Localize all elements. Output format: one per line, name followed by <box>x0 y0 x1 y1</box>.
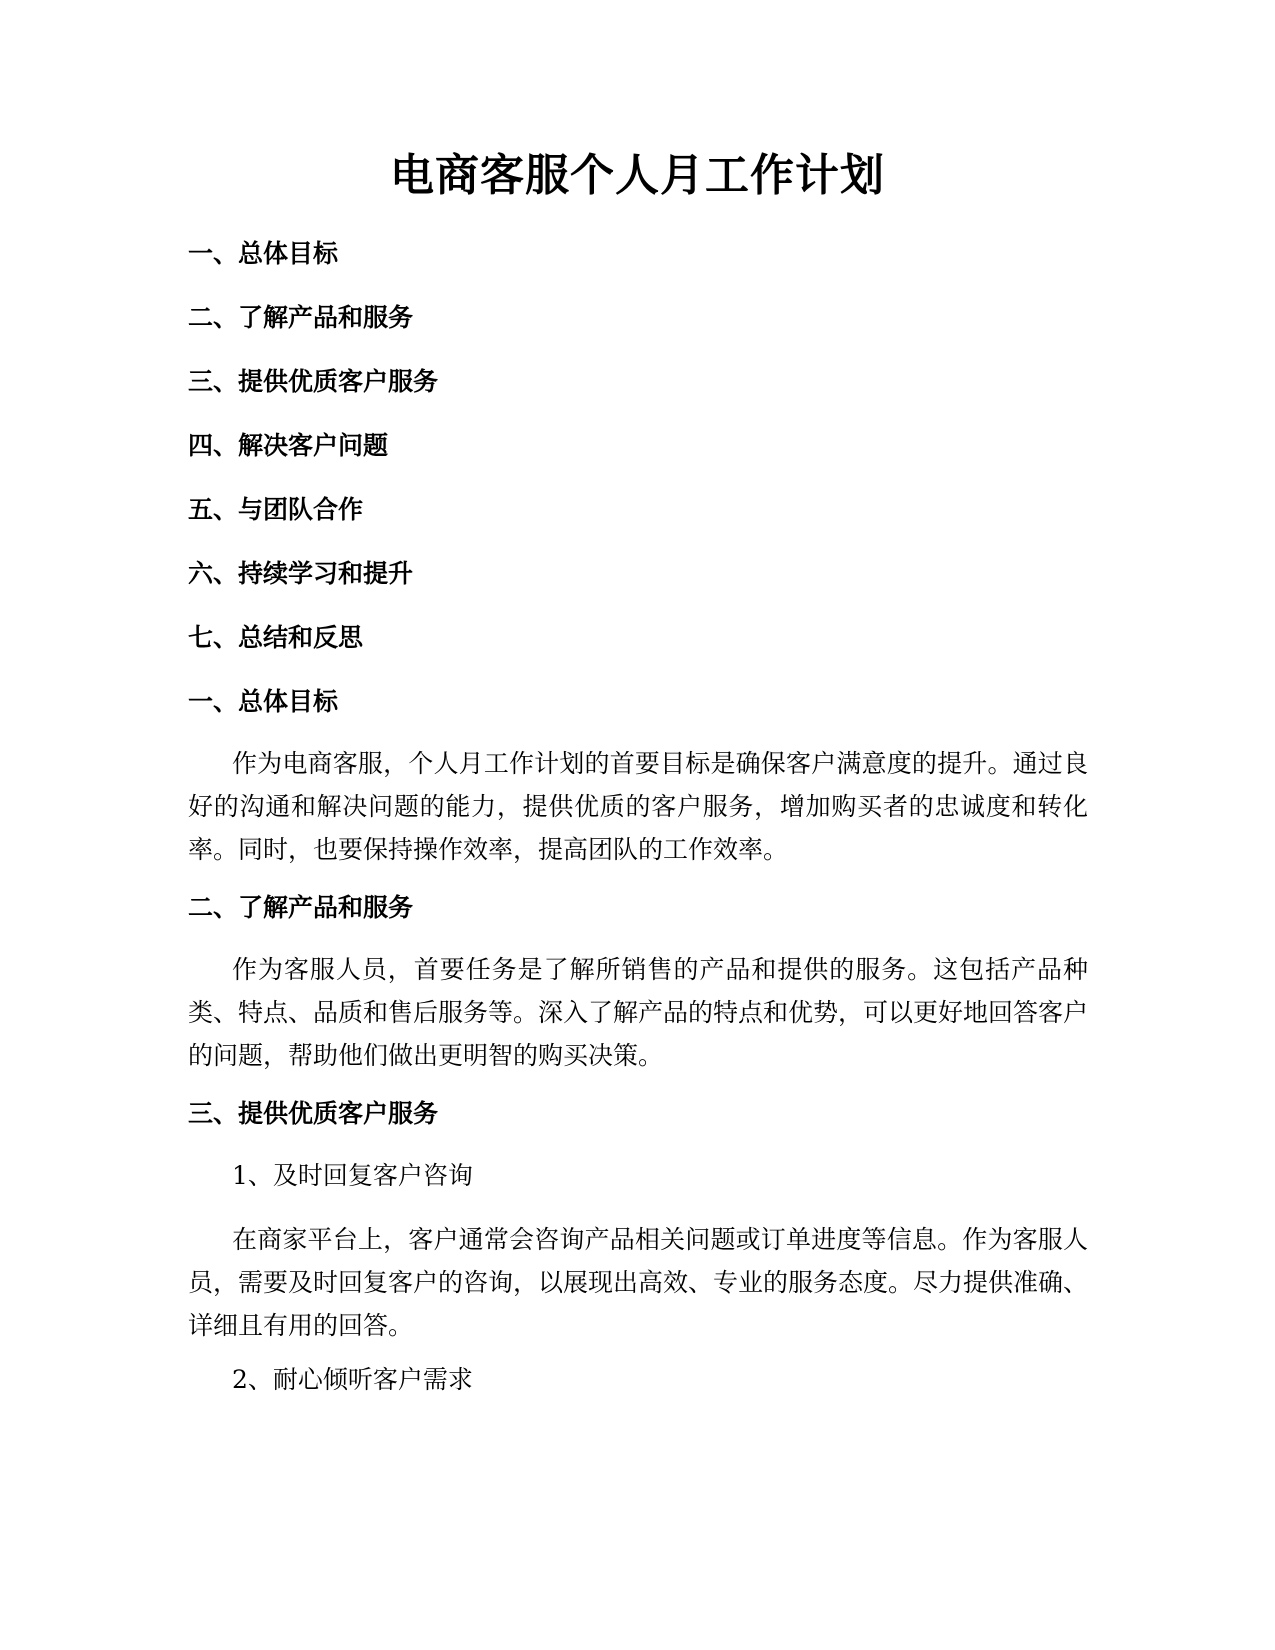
toc-item-3: 三、提供优质客户服务 <box>188 367 439 396</box>
toc-item-2: 二、了解产品和服务 <box>188 303 414 332</box>
section-3-item-2: 2、耐心倾听客户需求 <box>232 1365 473 1394</box>
section-2-paragraph: 作为客服人员，首要任务是了解所销售的产品和提供的服务。这包括产品种类、特点、品质和售后服务等。深入了解产品的特点和优势，可以更好地回答客户的问题，帮助他们做出更明智的购买决策。 <box>188 955 1089 1070</box>
section-1-paragraph: 作为电商客服，个人月工作计划的首要目标是确保客户满意度的提升。通过良好的沟通和解决问题的能力，提供优质的客户服务，增加购买者的忠诚度和转化率。同时，也要保持操作效率，提高团队的工作效率。 <box>188 749 1088 864</box>
section-3-item-1: 1、及时回复客户咨询 <box>232 1161 473 1190</box>
section-3-paragraph: 在商家平台上，客户通常会咨询产品相关问题或订单进度等信息。作为客服人员，需要及时回复客户的咨询，以展现出高效、专业的服务态度。尽力提供准确、详细且有用的回答。 <box>188 1225 1089 1340</box>
section-1-heading: 一、总体目标 <box>188 687 339 716</box>
section-3-heading: 三、提供优质客户服务 <box>188 1099 439 1128</box>
toc-item-6: 六、持续学习和提升 <box>188 559 414 588</box>
toc-item-4: 四、解决客户问题 <box>188 431 389 460</box>
page-title: 电商客服个人月工作计划 <box>390 150 885 201</box>
toc-item-5: 五、与团队合作 <box>188 495 364 524</box>
section-2-heading: 二、了解产品和服务 <box>188 893 414 922</box>
toc-item-1: 一、总体目标 <box>188 239 339 268</box>
toc-item-7: 七、总结和反思 <box>188 623 364 652</box>
